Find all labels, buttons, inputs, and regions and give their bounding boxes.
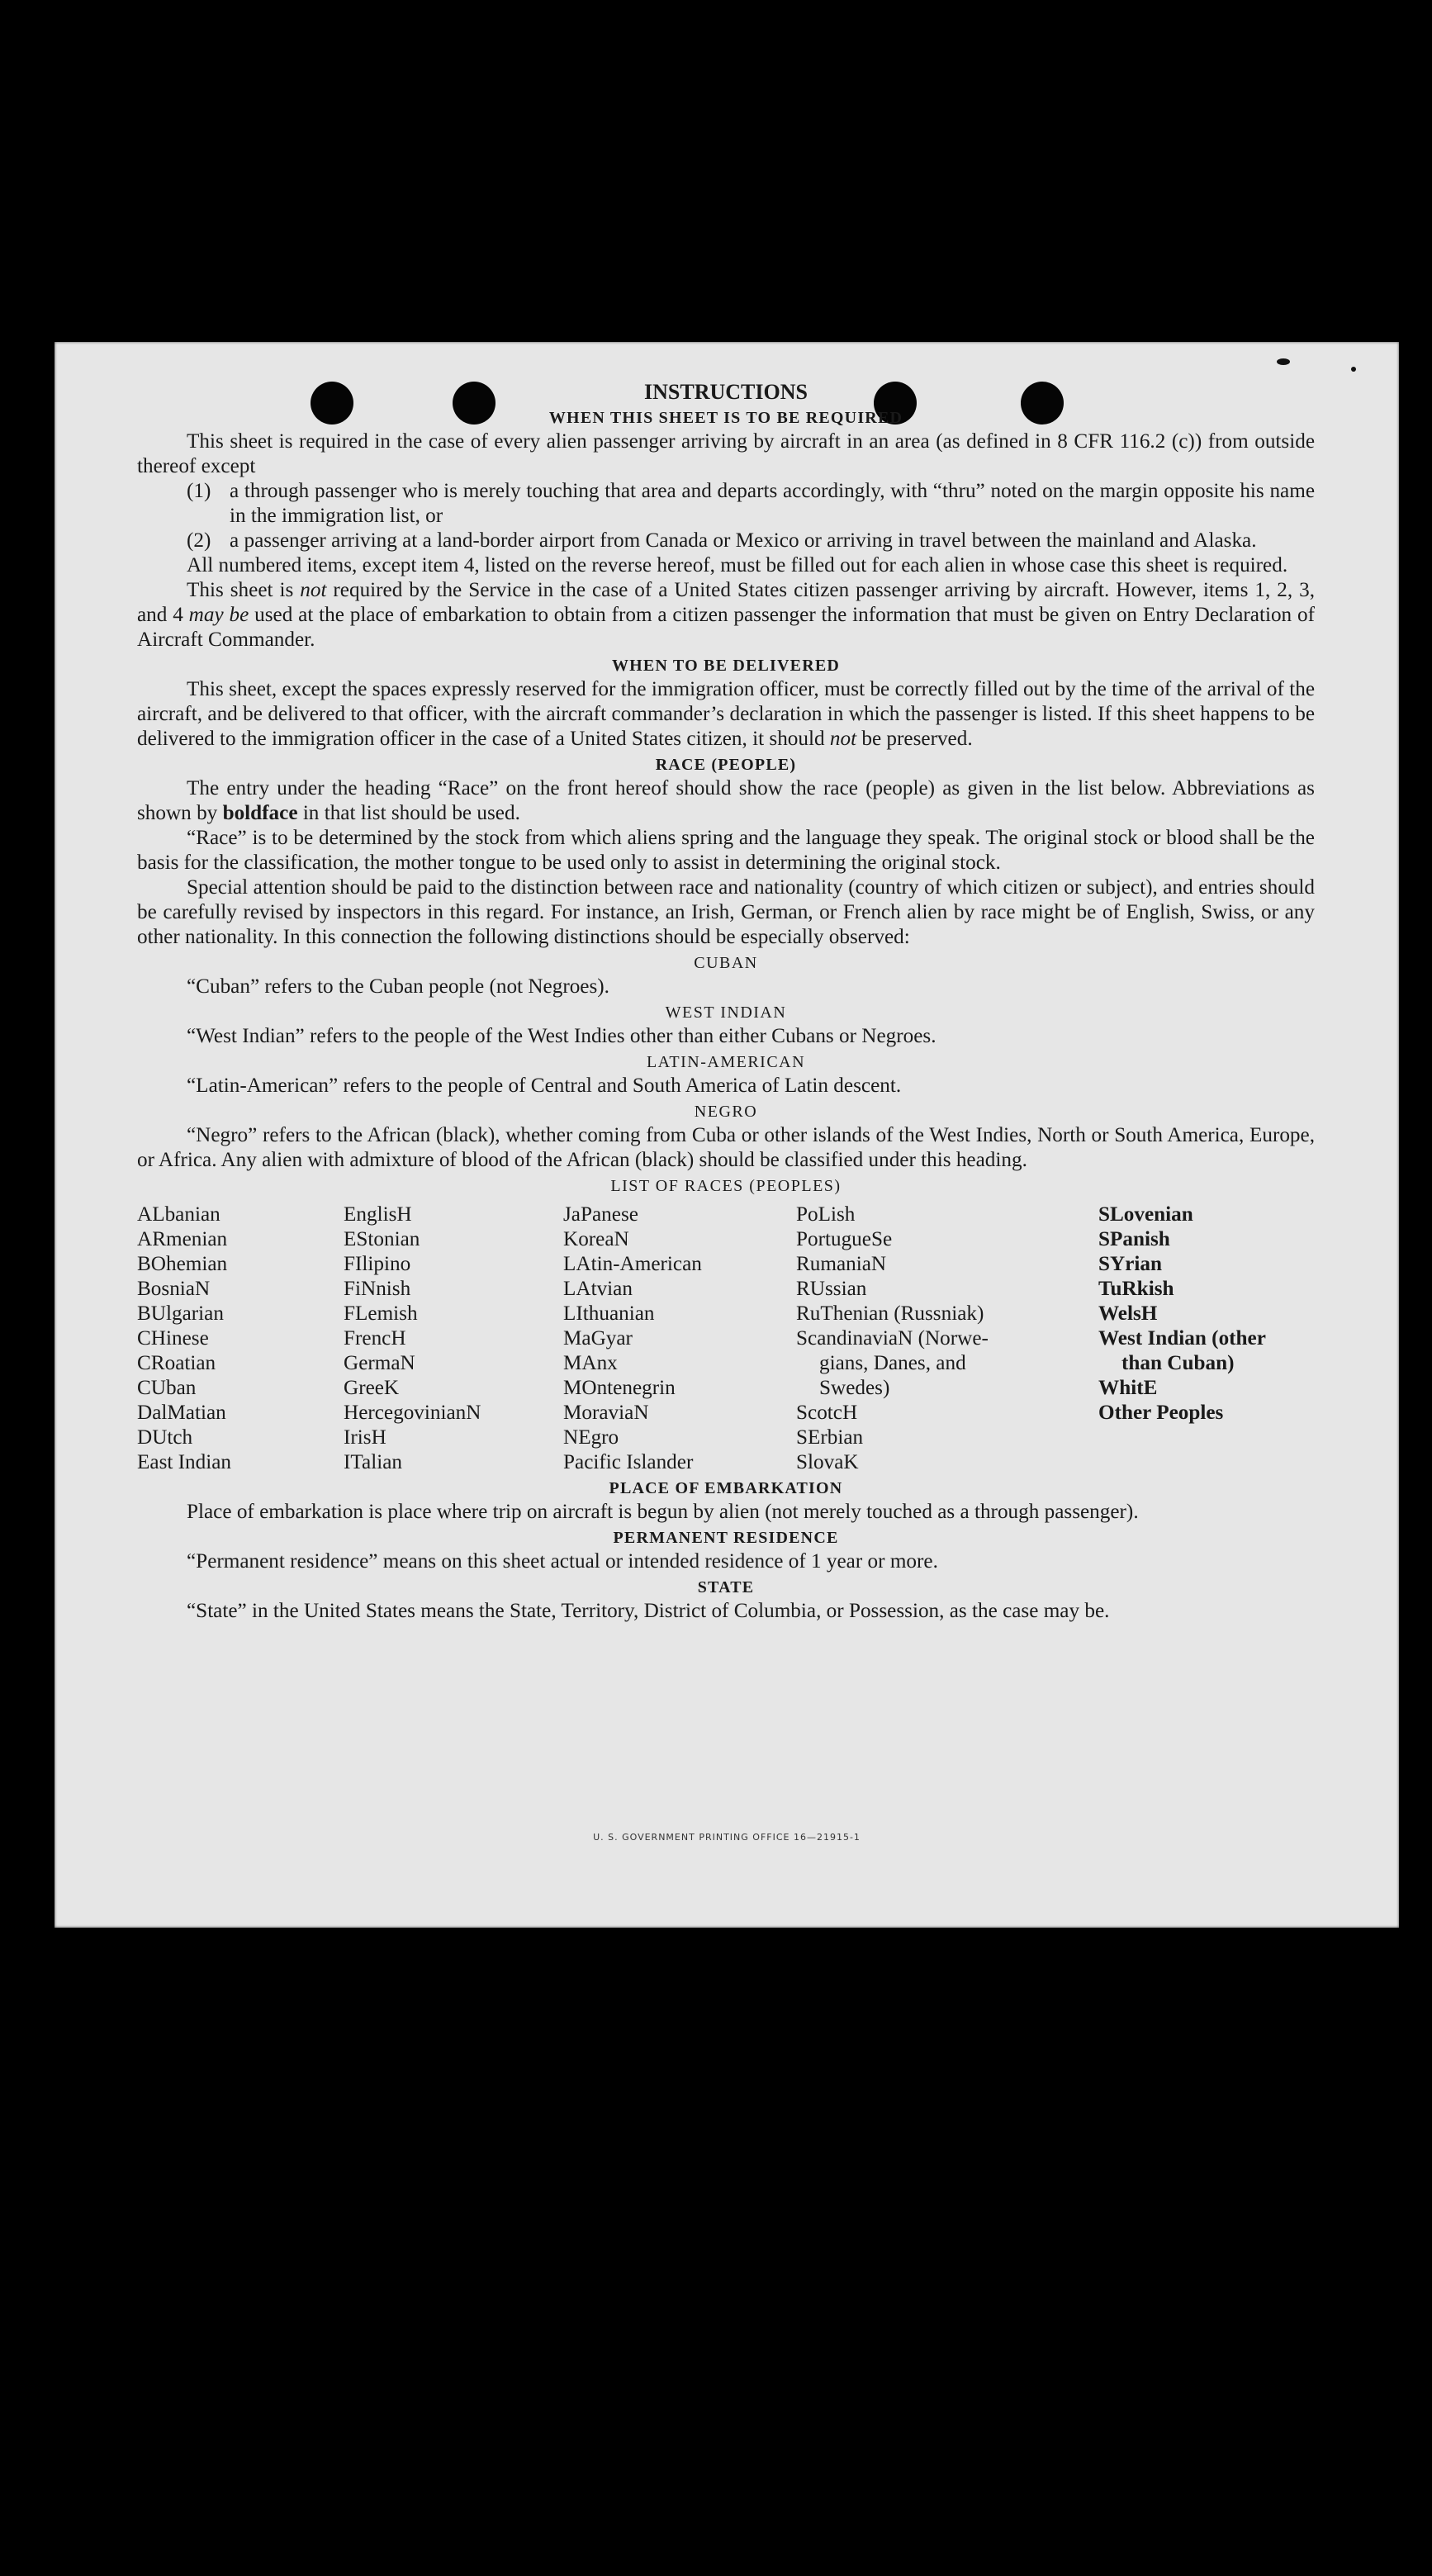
list-item: TuRkish: [1098, 1278, 1174, 1300]
page-title: INSTRUCTIONS: [644, 380, 808, 404]
list-item: CHinese: [137, 1327, 209, 1350]
list-item: HercegovinianN: [344, 1402, 481, 1424]
list-item: WhitE: [1098, 1377, 1158, 1399]
section-heading-residence: PERMANENT RESIDENCE: [613, 1529, 839, 1547]
section-heading-list-of-races: LIST OF RACES (PEOPLES): [610, 1177, 842, 1195]
paragraph: “Negro” refers to the African (black), whether coming from Cuba or other islands of the West Indies, North or South America, Europe, or Africa. Any alien with admixture of blood of the African (black) should be classified under this heading.: [137, 1124, 1315, 1171]
paragraph: All numbered items, except item 4, listed on the reverse hereof, must be filled out for each alien in whose case this sheet is required.: [187, 554, 1288, 576]
paragraph: “Race” is to be determined by the stock from which aliens spring and the language they speak. The original stock or blood shall be the basis for the classification, the mother tongue to be used only to assist in determining the original stock.: [137, 827, 1315, 874]
list-item: RumaniaN: [796, 1253, 887, 1275]
list-item: LAtin-American: [563, 1253, 702, 1275]
printing-office-footer: U. S. GOVERNMENT PRINTING OFFICE 16—21915-1: [593, 1832, 861, 1843]
list-item: DalMatian: [137, 1402, 226, 1424]
list-item: BosniaN: [137, 1278, 211, 1300]
list-item: JaPanese: [563, 1203, 638, 1226]
item-number: (1): [187, 480, 211, 502]
item-text: a passenger arriving at a land-border airport from Canada or Mexico or arriving in travel between the mainland and Alaska.: [230, 529, 1257, 552]
races-column-1: [137, 1203, 344, 1475]
list-item: MoraviaN: [563, 1402, 649, 1424]
paragraph: “Latin-American” refers to the people of Central and South America of Latin descent.: [187, 1075, 902, 1097]
list-item: SlovaK: [796, 1451, 859, 1473]
list-item: CRoatian: [137, 1352, 216, 1374]
section-heading-latin-american: LATIN-AMERICAN: [646, 1053, 806, 1071]
section-heading-race: RACE (PEOPLE): [655, 756, 797, 774]
list-item: [137, 529, 1315, 553]
paragraph: This sheet is required in the case of every alien passenger arriving by aircraft in an area (as defined in 8 CFR 116.2 (c)) from outside thereof except: [137, 430, 1315, 477]
races-column-3: [563, 1203, 796, 1475]
list-item: SErbian: [796, 1426, 864, 1449]
list-item: EnglisH: [344, 1203, 412, 1226]
paragraph: “Permanent residence” means on this sheet actual or intended residence of 1 year or more.: [187, 1550, 938, 1573]
list-item: EStonian: [344, 1228, 420, 1250]
races-column-2: [344, 1203, 563, 1475]
paragraph: This sheet, except the spaces expressly reserved for the immigration officer, must be correctly filled out by the time of the arrival of the aircraft, and be delivered to that officer, with the aircraft commander’s declaration in which the passenger is listed. If this sheet happens to be delivered to the immigration officer in the case of a United States citizen, it should not be preserved.: [137, 678, 1315, 750]
list-item: ALbanian: [137, 1203, 220, 1226]
list-item: ScotcH: [796, 1402, 858, 1424]
list-item: SLovenian: [1098, 1203, 1193, 1226]
list-item: RUssian: [796, 1278, 867, 1300]
list-item: BUlgarian: [137, 1302, 224, 1325]
list-item: gians, Danes, and: [819, 1352, 966, 1374]
list-item: NEgro: [563, 1426, 619, 1449]
races-column-5: [1098, 1203, 1315, 1475]
ink-speck: [1277, 358, 1290, 365]
list-item: WelsH: [1098, 1302, 1158, 1325]
list-item: DUtch: [137, 1426, 193, 1449]
list-item: FiNnish: [344, 1278, 411, 1300]
list-item: MAnx: [563, 1352, 618, 1374]
list-item: GreeK: [344, 1377, 400, 1399]
section-heading-cuban: CUBAN: [694, 954, 758, 972]
races-list: [137, 1203, 1315, 1475]
instructions-body: [137, 380, 1315, 1624]
list-item: Swedes): [819, 1377, 890, 1399]
paragraph: Special attention should be paid to the distinction between race and nationality (country of which citizen or subject), and entries should be carefully revised by inspectors in this regard. For instance, an Irish, German, or French alien by race might be of English, Swiss, or any other nationality. In this connection the following distinctions should be especially observed:: [137, 876, 1315, 948]
list-item: West Indian (other: [1098, 1327, 1266, 1350]
list-item: ITalian: [344, 1451, 402, 1473]
list-item: MaGyar: [563, 1327, 633, 1350]
section-heading-embarkation: PLACE OF EMBARKATION: [609, 1479, 843, 1497]
list-item: FrencH: [344, 1327, 406, 1350]
section-heading-delivered: WHEN TO BE DELIVERED: [611, 657, 841, 675]
list-item: MOntenegrin: [563, 1377, 676, 1399]
paragraph: “State” in the United States means the State, Territory, District of Columbia, or Possession, as the case may be.: [187, 1600, 1110, 1622]
list-item: SYrian: [1098, 1253, 1162, 1275]
list-item: [137, 479, 1315, 529]
ink-speck: [1351, 367, 1356, 372]
section-heading-required: WHEN THIS SHEET IS TO BE REQUIRED: [548, 409, 903, 427]
list-item: SPanish: [1098, 1228, 1170, 1250]
list-item: PoLish: [796, 1203, 856, 1226]
paragraph: Place of embarkation is place where trip on aircraft is begun by alien (not merely touched as a through passenger).: [187, 1501, 1139, 1523]
list-item: than Cuban): [1121, 1352, 1235, 1374]
list-item: East Indian: [137, 1451, 232, 1473]
section-heading-west-indian: WEST INDIAN: [665, 1003, 787, 1022]
list-item: PortugueSe: [796, 1228, 893, 1250]
list-item: LIthuanian: [563, 1302, 655, 1325]
races-column-4: [796, 1203, 1098, 1475]
list-item: GermaN: [344, 1352, 415, 1374]
paragraph: This sheet is not required by the Service in the case of a United States citizen passenger arriving by aircraft. However, items 1, 2, 3, and 4 may be used at the place of embarkation to obtain from a citizen passenger the information that must be given on Entry Declaration of Aircraft Commander.: [137, 579, 1315, 651]
paragraph: “West Indian” refers to the people of the West Indies other than either Cubans or Negroes.: [187, 1025, 936, 1047]
list-item: Pacific Islander: [563, 1451, 694, 1473]
list-item: BOhemian: [137, 1253, 228, 1275]
list-item: ScandinaviaN (Norwe-: [796, 1327, 989, 1350]
list-item: ARmenian: [137, 1228, 228, 1250]
list-item: RuThenian (Russniak): [796, 1302, 984, 1325]
document-sheet: [55, 342, 1399, 1928]
list-item: Other Peoples: [1098, 1402, 1224, 1424]
list-item: CUban: [137, 1377, 197, 1399]
section-heading-state: STATE: [697, 1578, 755, 1596]
item-number: (2): [187, 529, 211, 552]
list-item: FLemish: [344, 1302, 418, 1325]
paragraph: “Cuban” refers to the Cuban people (not Negroes).: [187, 975, 609, 998]
list-item: KoreaN: [563, 1228, 629, 1250]
paragraph: The entry under the heading “Race” on the front hereof should show the race (people) as given in the list below. Abbreviations as shown by boldface in that list should be used.: [137, 777, 1315, 824]
item-text: a through passenger who is merely touching that area and departs accordingly, with “thru” noted on the margin opposite his name in the immigration list, or: [230, 480, 1315, 527]
list-item: LAtvian: [563, 1278, 633, 1300]
list-item: IrisH: [344, 1426, 386, 1449]
section-heading-negro: NEGRO: [694, 1103, 758, 1121]
list-item: FIlipino: [344, 1253, 411, 1275]
